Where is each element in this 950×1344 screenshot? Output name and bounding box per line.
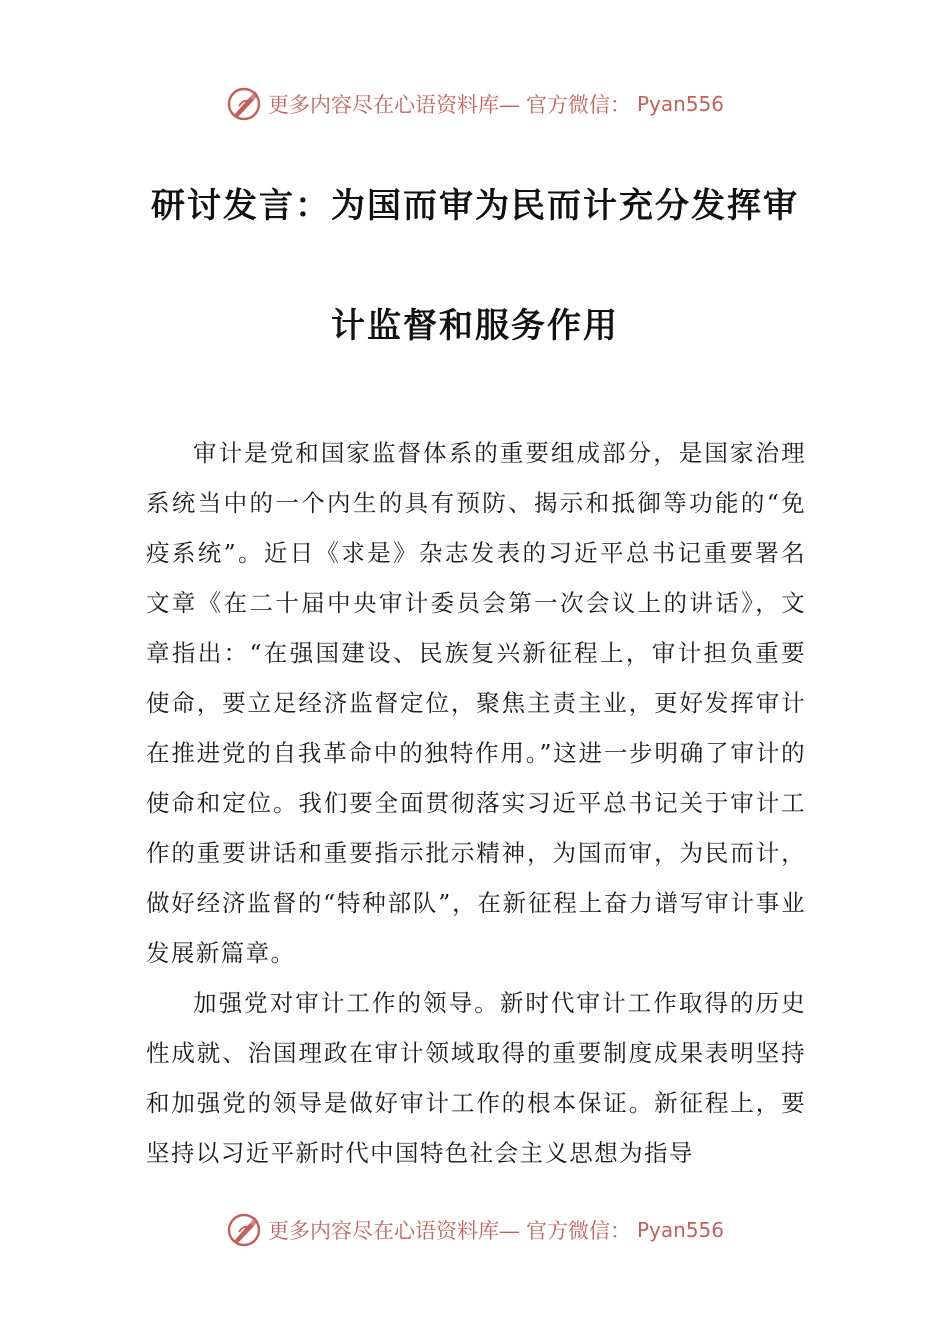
banner-suffix: 官方微信： [525, 1219, 631, 1243]
paragraph: 审计是党和国家监督体系的重要组成部分，是国家治理系统当中的一个内生的具有预防、揭示和抵御等功能的“免疫系统”。近日《求是》杂志发表的习近平总书记重要署名文章《在二十届中央审计委员会第一次会议上的讲话》，文章指出：“在强国建设、民族复兴新征程上，审计担负重要使命，要立足经济监督定位，聚焦主责主业，更好发挥审计在推进党的自我革命中的独特作用。”这进一步明确了审计的使命和定位。我们要全面贯彻落实习近平总书记关于审计工作的重要讲话和重要指示批示精神，为国而审，为民而计，做好经济监督的“特种部队”，在新征程上奋力谱写审计事业发展新篇章。 [146, 439, 806, 967]
banner-account: Pyan556 [636, 92, 724, 116]
banner-suffix: 官方微信： [525, 93, 631, 117]
banner-account: Pyan556 [636, 1218, 724, 1242]
document-title-line-1: 研讨发言：为国而审为民而计充分发挥审 [151, 186, 799, 226]
banner-text: 更多内容尽在心语资料库— [267, 1219, 520, 1243]
pen-logo-icon [226, 1212, 262, 1248]
paragraph: 加强党对审计工作的领导。新时代审计工作取得的历史性成就、治国理政在审计领域取得的重要制度成果表明坚持和加强党的领导是做好审计工作的根本保证。新征程上，要坚持以习近平新时代中国特色社会主义思想为指导 [146, 989, 806, 1167]
header-banner [0, 84, 950, 124]
banner-text: 更多内容尽在心语资料库— [267, 93, 520, 117]
document-title-line-2: 计监督和服务作用 [331, 306, 619, 346]
pen-logo-icon [226, 86, 262, 122]
footer-banner [0, 1210, 950, 1250]
document-body [146, 428, 806, 1178]
